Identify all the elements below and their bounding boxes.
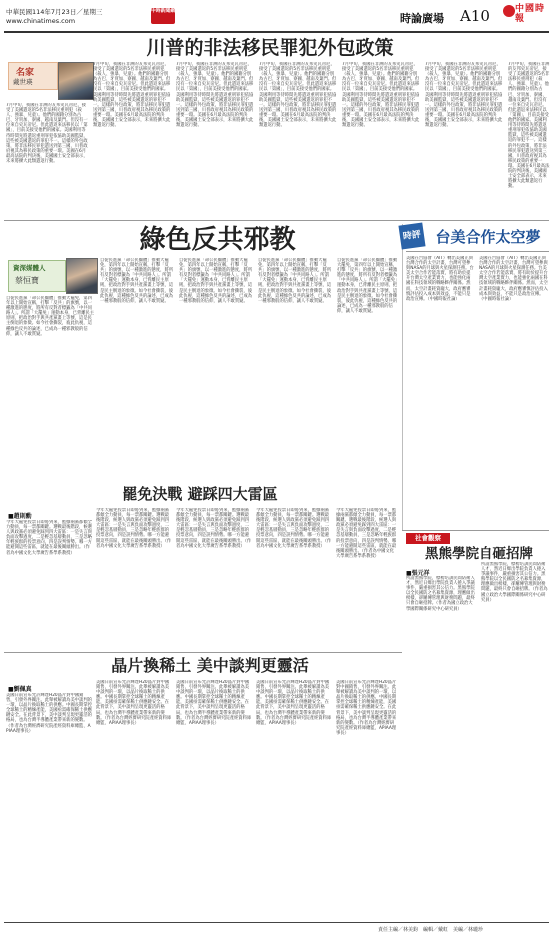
editorial-label: 時評 — [398, 222, 425, 249]
logo-text: 中國時報 — [515, 4, 546, 24]
article5-body-col2: 美國日前宣布允許輝達H20晶片對中國銷售，引發外界關注。此舉被解讀為美中談判的一環，以晶片換取稀土的供應。中國長期掌控全球稀土的精煉產能，美國亟需確保稀土供應鏈安全。在此背景下，美中談判呈現更靈活的格局，也為台灣半導體產業帶來新的變數。（作者為台灣經濟研究院產經資料庫總監、APIAA理事長） — [96, 680, 172, 726]
article2-headline: 綠色反共邪教 — [139, 225, 296, 255]
divider — [4, 220, 549, 221]
author-name: 戴世瑛 — [13, 78, 33, 86]
article5-headline: 晶片換稀土 美中談判更靈活 — [111, 656, 309, 675]
article1-body-col2: 7月中旬，我國在非洲的友邦史瓦帝尼，接受了美國遣返的5名非法移民重刑犯（殺人、強暴、兒童）。他們的國籍分別為古巴、牙買加、寮國、越南及葉門。但沒有一位來自史瓦帝尼。但此遣返來法移民以「第國」，目前美接受他們的國家。美國利用等待時間先將遣返重刑罪犯依協助美國監獄，這些被美國遣返的罪犯不一。這樣的外包政策，將非法移民罪犯遣送到第三國，川普政府視其為移民政策的重要一環。美國在6月最高法院的判決後，美國國土安全部表示，未來將擴大此類遣返行動。 — [93, 62, 171, 129]
article4-label: 社會觀察 — [406, 533, 450, 544]
chinatimes-news-badge: 中時新聞網 — [151, 8, 175, 24]
article1-body-col5: 7月中旬，我國在非洲的友邦史瓦帝尼，接受了美國遣返的5名非法移民重刑犯（殺人、強暴、兒童）。他們的國籍分別為古巴、牙買加、寮國、越南及葉門。但沒有一位來自史瓦帝尼。但此遣返來法移民以「第國」，目前美接受他們的國家。美國利用等待時間先將遣返重刑罪犯依協助美國監獄，這些被美國遣返的罪犯不一。這樣的外包政策，將非法移民罪犯遣送到第三國，川普政府視其為移民政策的重要一環。美國在6月最高法院的判決後，美國國土安全部表示，未來將擴大此類遣返行動。 — [342, 62, 420, 129]
logo-circle-icon — [503, 5, 515, 17]
author-name: 蔡恒寶 — [15, 276, 39, 285]
author2-photo — [66, 258, 98, 294]
masthead-rule — [4, 31, 549, 33]
section-title: 時論廣場 — [400, 12, 444, 25]
article2-body-col4: 自從民進黨「命公民團體」推動大罷免，第四年以上開始宣稱，打擊「反共」的旗號，以一種激進的態度，將所有反對者標籤為「中共同路人」。所謂「大罷免」運動本身，已背離民主原則，把政治對手與共產黨畫上等號，這是民主倒退的象徵。如今社會撕裂，彼此仇視，這種綠色反共的論述，已成為一種邪教般的信仰，讓人不敢質疑。 — [258, 258, 332, 304]
tag-label: 名家 — [16, 68, 35, 78]
article3-body-col5: 今年大罷免投票日即將到來，藍綠兩黨都傾全力動員，每一票都關鍵。選戰最後階段，候選人與政黨必須避免踩到四大雷區：一是失言與負面攻擊過度，二是輕忽基層動員，三是忽略年輕族群的投票意向，四是誤判情勢。哪一方能避開這些雷區，就能在最後關頭勝出。（作者為中國文化大學廣告系學系教授） — [336, 508, 397, 559]
article1-tag — [8, 62, 58, 90]
divider — [406, 251, 549, 252]
article5-author: ■劉佩真 — [8, 686, 32, 693]
china-times-logo — [497, 2, 547, 32]
divider — [4, 652, 402, 653]
article5-body-col3: 美國日前宣布允許輝達H20晶片對中國銷售，引發外界關注。此舉被解讀為美中談判的一環，以晶片換取稀土的供應。中國長期掌控全球稀土的精煉產能，美國亟需確保稀土供應鏈安全。在此背景下，美中談判呈現更靈活的格局，也為台灣半導體產業帶來新的變數。（作者為台灣經濟研究院產經資料庫總監、APIAA理事長） — [176, 680, 252, 726]
article1-headline: 川普的非法移民罪犯外包政策 — [146, 37, 394, 59]
date-line: 中華民國114年7月23日／星期三 — [6, 8, 103, 16]
article3-body-col1: 今年大罷免投票日即將到來，藍綠兩黨都傾全力動員，每一票都關鍵。選戰最後階段，候選人與政黨必須避免踩到四大雷區：一是失言與負面攻擊過度，二是輕忽基層動員，三是忽略年輕族群的投票意向，四是誤判情勢。哪一方能避開這些雷區，就能在最後關頭勝出。（作者為中國文化大學廣告系學系教授） — [6, 520, 92, 556]
tag-label: 資深媒體人 — [13, 264, 46, 272]
author1-photo — [58, 62, 94, 100]
article2-body-col2: 自從民進黨「命公民團體」推動大罷免，第四年以上開始宣稱，打擊「反共」的旗號，以一種激進的態度，將所有反對者標籤為「中共同路人」。所謂「大罷免」運動本身，已背離民主原則，把政治對手與共產黨畫上等號，這是民主倒退的象徵。如今社會撕裂，彼此仇視，這種綠色反共的論述，已成為一種邪教般的信仰，讓人不敢質疑。 — [100, 258, 174, 304]
footer-rule — [4, 922, 549, 923]
article3-body-col3: 今年大罷免投票日即將到來，藍綠兩黨都傾全力動員，每一票都關鍵。選戰最後階段，候選人與政黨必須避免踩到四大雷區：一是失言與負面攻擊過度，二是輕忽基層動員，三是忽略年輕族群的投票意向，四是誤判情勢。哪一方能避開這些雷區，就能在最後關頭勝出。（作者為中國文化大學廣告系學系教授） — [176, 508, 252, 549]
footer-editor-credits: 責任主編／林美鈞 編輯／戴虹 美編／林瓏珍 — [378, 927, 484, 933]
article5-body-col1: 美國日前宣布允許輝達H20晶片對中國銷售，引發外界關注。此舉被解讀為美中談判的一環，以晶片換取稀土的供應。中國長期掌控全球稀土的精煉產能，美國亟需確保稀土供應鏈安全。在此背景下，美中談判呈現更靈活的格局，也為台灣半導體產業帶來新的變數。（作者為台灣經濟研究院產經資料庫總監、APIAA理事長） — [6, 693, 92, 734]
article3-headline: 罷免決戰 避踩四大雷區 — [122, 485, 278, 503]
page-number: A10 — [460, 7, 490, 25]
editorial-body-col1: 美國在台協會（AIT）轉出美國正與台灣合作的太空計畫，台灣可望參與NASA的月球與火星探測任務。台美太空合作若能落實，將有助於提升台灣太空產業實力，也能強化兩國在科技領域的戰略夥伴關係。然而，太空計畫耗資龐大，政府應審慎評估投入成本與效益，不能只是政治宣傳。（中國時報社論） — [406, 256, 474, 302]
masthead — [0, 0, 553, 34]
article4-author: ■張元祥 — [406, 570, 430, 577]
article1-body-col7: 7月中旬，我國在非洲的友邦史瓦帝尼，接受了美國遣返的5名非法移民重刑犯（殺人、強暴、兒童）。他們的國籍分別為古巴、牙買加、寮國、越南及葉門。但沒有一位來自史瓦帝尼。但此遣返來法移民以「第國」，目前美接受他們的國家。美國利用等待時間先將遣返重刑罪犯依協助美國監獄，這些被美國遣返的罪犯不一。這樣的外包政策，將非法移民罪犯遣送到第三國，川普政府視其為移民政策的重要一環。美國在6月最高法院的判決後，美國國土安全部表示，未來將擴大此類遣返行動。 — [508, 62, 550, 190]
article1-body-col4: 7月中旬，我國在非洲的友邦史瓦帝尼，接受了美國遣返的5名非法移民重刑犯（殺人、強暴、兒童）。他們的國籍分別為古巴、牙買加、寮國、越南及葉門。但沒有一位來自史瓦帝尼。但此遣返來法移民以「第國」，目前美接受他們的國家。美國利用等待時間先將遣返重刑罪犯依協助美國監獄，這些被美國遣返的罪犯不一。這樣的外包政策，將非法移民罪犯遣送到第三國，川普政府視其為移民政策的重要一環。美國在6月最高法院的判決後，美國國土安全部表示，未來將擴大此類遣返行動。 — [259, 62, 337, 129]
article2-body-col5: 自從民進黨「命公民團體」推動大罷免，第四年以上開始宣稱，打擊「反共」的旗號，以一種激進的態度，將所有反對者標籤為「中共同路人」。所謂「大罷免」運動本身，已背離民主原則，把政治對手與共產黨畫上等號，這是民主倒退的象徵。如今社會撕裂，彼此仇視，這種綠色反共的論述，已成為一種邪教般的信仰，讓人不敢質疑。 — [337, 258, 398, 314]
editorial-headline: 台美合作太空夢 — [435, 228, 541, 246]
article5-body-col5: 美國日前宣布允許輝達H20晶片對中國銷售，引發外界關注。此舉被解讀為美中談判的一環，以晶片換取稀土的供應。中國長期掌控全球稀土的精煉產能，美國亟需確保稀土供應鏈安全。在此背景下，美中談判呈現更靈活的格局，也為台灣半導體產業帶來新的變數。（作者為台灣經濟研究院產經資料庫總監、APIAA理事長） — [336, 680, 397, 736]
article2-body-col3: 自從民進黨「命公民團體」推動大罷免，第四年以上開始宣稱，打擊「反共」的旗號，以一種激進的態度，將所有反對者標籤為「中共同路人」。所謂「大罷免」運動本身，已背離民主原則，把政治對手與共產黨畫上等號，這是民主倒退的象徵。如今社會撕裂，彼此仇視，這種綠色反共的論述，已成為一種邪教般的信仰，讓人不敢質疑。 — [179, 258, 253, 304]
divider — [402, 224, 403, 530]
article1-body-col6: 7月中旬，我國在非洲的友邦史瓦帝尼，接受了美國遣返的5名非法移民重刑犯（殺人、強暴、兒童）。他們的國籍分別為古巴、牙買加、寮國、越南及葉門。但沒有一位來自史瓦帝尼。但此遣返來法移民以「第國」，目前美接受他們的國家。美國利用等待時間先將遣返重刑罪犯依協助美國監獄，這些被美國遣返的罪犯不一。這樣的外包政策，將非法移民罪犯遣送到第三國，川普政府視其為移民政策的重要一環。美國在6月最高法院的判決後，美國國土安全部表示，未來將擴大此類遣返行動。 — [425, 62, 503, 129]
divider — [402, 530, 549, 531]
article3-body-col4: 今年大罷免投票日即將到來，藍綠兩黨都傾全力動員，每一票都關鍵。選戰最後階段，候選人與政黨必須避免踩到四大雷區：一是失言與負面攻擊過度，二是輕忽基層動員，三是忽略年輕族群的投票意向，四是誤判情勢。哪一方能避開這些雷區，就能在最後關頭勝出。（作者為中國文化大學廣告系學系教授） — [256, 508, 332, 549]
website-url: www.chinatimes.com — [6, 17, 76, 25]
article4-body-col1: 所謂黑熊學院，標榜培訓民間防衛人才，然近日爆出學院負責人捲入爭議事件，嚴重損害其公信力。黑熊學院以全民國防之名募集資源，理應做出榜樣，卻屢傳管理與財務問題，最終只會自砸招牌。（作者為國立政治大學國際關係研究中心研究員） — [406, 576, 475, 612]
article2-tag — [8, 260, 66, 292]
article5-body-col4: 美國日前宣布允許輝達H20晶片對中國銷售，引發外界關注。此舉被解讀為美中談判的一環，以晶片換取稀土的供應。中國長期掌控全球稀土的精煉產能，美國亟需確保稀土供應鏈安全。在此背景下，美中談判呈現更靈活的格局，也為台灣半導體產業帶來新的變數。（作者為台灣經濟研究院產經資料庫總監、APIAA理事長） — [256, 680, 332, 726]
article3-author: ■趙則勳 — [8, 513, 32, 520]
article1-body-col3: 7月中旬，我國在非洲的友邦史瓦帝尼，接受了美國遣返的5名非法移民重刑犯（殺人、強暴、兒童）。他們的國籍分別為古巴、牙買加、寮國、越南及葉門。但沒有一位來自史瓦帝尼。但此遣返來法移民以「第國」，目前美接受他們的國家。美國利用等待時間先將遣返重刑罪犯依協助美國監獄，這些被美國遣返的罪犯不一。這樣的外包政策，將非法移民罪犯遣送到第三國，川普政府視其為移民政策的重要一環。美國在6月最高法院的判決後，美國國土安全部表示，未來將擴大此類遣返行動。 — [176, 62, 254, 129]
article2-body-col1: 自從民進黨「命公民團體」推動大罷免，第四年以上開始宣稱，打擊「反共」的旗號，以一種激進的態度，將所有反對者標籤為「中共同路人」。所謂「大罷免」運動本身，已背離民主原則，把政治對手與共產黨畫上等號，這是民主倒退的象徵。如今社會撕裂，彼此仇視，這種綠色反共的論述，已成為一種邪教般的信仰，讓人不敢質疑。 — [6, 296, 95, 337]
editorial-body-col2: 美國在台協會（AIT）轉出美國正與台灣合作的太空計畫，台灣可望參與NASA的月球與火星探測任務。台美太空合作若能落實，將有助於提升台灣太空產業實力，也能強化兩國在科技領域的戰略夥伴關係。然而，太空計畫耗資龐大，政府應審慎評估投入成本與效益，不能只是政治宣傳。（中國時報社論） — [479, 256, 548, 302]
article1-body-col1: 7月中旬，我國在非洲的友邦史瓦帝尼，接受了美國遣返的5名非法移民重刑犯（殺人、強暴、兒童）。他們的國籍分別為古巴、牙買加、寮國、越南及葉門。但沒有一位來自史瓦帝尼。但此遣返來法移民以「第國」，目前美接受他們的國家。美國利用等待時間先將遣返重刑罪犯依協助美國監獄，這些被美國遣返的罪犯不一。這樣的外包政策，將非法移民罪犯遣送到第三國，川普政府視其為移民政策的重要一環。美國在6月最高法院的判決後，美國國土安全部表示，未來將擴大此類遣返行動。 — [6, 103, 88, 165]
article3-body-col2: 今年大罷免投票日即將到來，藍綠兩黨都傾全力動員，每一票都關鍵。選戰最後階段，候選人與政黨必須避免踩到四大雷區：一是失言與負面攻擊過度，二是輕忽基層動員，三是忽略年輕族群的投票意向，四是誤判情勢。哪一方能避開這些雷區，就能在最後關頭勝出。（作者為中國文化大學廣告系學系教授） — [96, 508, 172, 549]
article4-body-col2: 所謂黑熊學院，標榜培訓民間防衛人才，然近日爆出學院負責人捲入爭議事件，嚴重損害其公信力。黑熊學院以全民國防之名募集資源，理應做出榜樣，卻屢傳管理與財務問題，最終只會自砸招牌。（作者為國立政治大學國際關係研究中心研究員） — [481, 562, 548, 603]
article4-headline: 黑熊學院自砸招牌 — [425, 546, 533, 562]
